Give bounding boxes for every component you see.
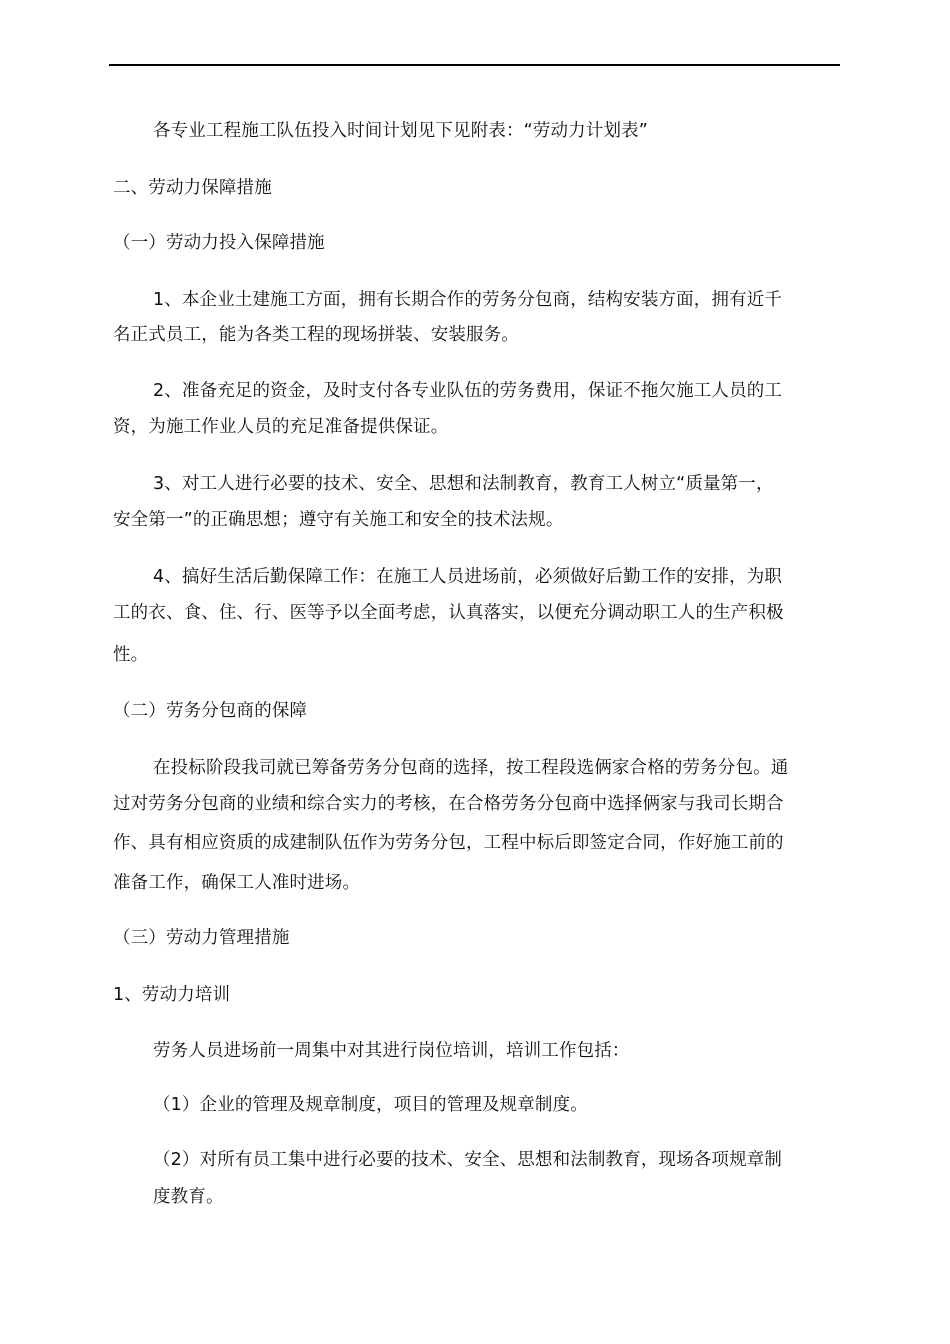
training-item-2-line-2: 度教育。	[153, 1187, 224, 1207]
training-intro: 劳务人员进场前一周集中对其进行岗位培训，培训工作包括：	[153, 1041, 630, 1061]
item-2-line-2: 资，为施工作业人员的充足准备提供保证。	[113, 417, 449, 437]
item-2-line-1: 2、准备充足的资金，及时支付各专业队伍的劳务费用，保证不拖欠施工人员的工	[153, 381, 783, 401]
item-4-line-1: 4、搞好生活后勤保障工作：在施工人员进场前，必须做好后勤工作的安排，为职	[153, 567, 783, 587]
paragraph-schedule-note: 各专业工程施工队伍投入时间计划见下见附表：“劳动力计划表”	[153, 121, 648, 141]
training-item-2-line-1: （2）对所有员工集中进行必要的技术、安全、思想和法制教育，现场各项规章制	[153, 1150, 783, 1170]
item-4-line-2: 工的衣、食、住、行、医等予以全面考虑，认真落实，以便充分调动职工人的生产积极	[113, 603, 784, 623]
subsection-heading-labor-input: （一）劳动力投入保障措施	[113, 233, 325, 253]
subcontractor-para-line-1: 在投标阶段我司就已筹备劳务分包商的选择，按工程段选俩家合格的劳务分包。通	[153, 758, 789, 778]
training-item-1: （1）企业的管理及规章制度，项目的管理及规章制度。	[153, 1095, 588, 1115]
subsection-heading-management: （三）劳动力管理措施	[113, 928, 290, 948]
subsection-heading-subcontractor: （二）劳务分包商的保障	[113, 701, 308, 721]
item-4-line-3: 性。	[113, 645, 149, 665]
item-1-line-1: 1、本企业土建施工方面，拥有长期合作的劳务分包商，结构安装方面，拥有近千	[153, 290, 783, 310]
section-heading-labor-guarantee: 二、劳动力保障措施	[113, 178, 272, 198]
header-rule	[109, 64, 840, 66]
subcontractor-para-line-3: 作、具有相应资质的成建制队伍作为劳务分包，工程中标后即签定合同，作好施工前的	[113, 833, 784, 853]
subcontractor-para-line-2: 过对劳务分包商的业绩和综合实力的考核，在合格劳务分包商中选择俩家与我司长期合	[113, 794, 784, 814]
item-3-line-2: 安全第一”的正确思想；遵守有关施工和安全的技术法规。	[113, 510, 564, 530]
item-3-line-1: 3、对工人进行必要的技术、安全、思想和法制教育，教育工人树立“质量第一，	[153, 474, 774, 494]
heading-labor-training: 1、劳动力培训	[113, 985, 231, 1005]
subcontractor-para-line-4: 准备工作，确保工人准时进场。	[113, 873, 361, 893]
item-1-line-2: 名正式员工，能为各类工程的现场拼装、安装服务。	[113, 325, 519, 345]
